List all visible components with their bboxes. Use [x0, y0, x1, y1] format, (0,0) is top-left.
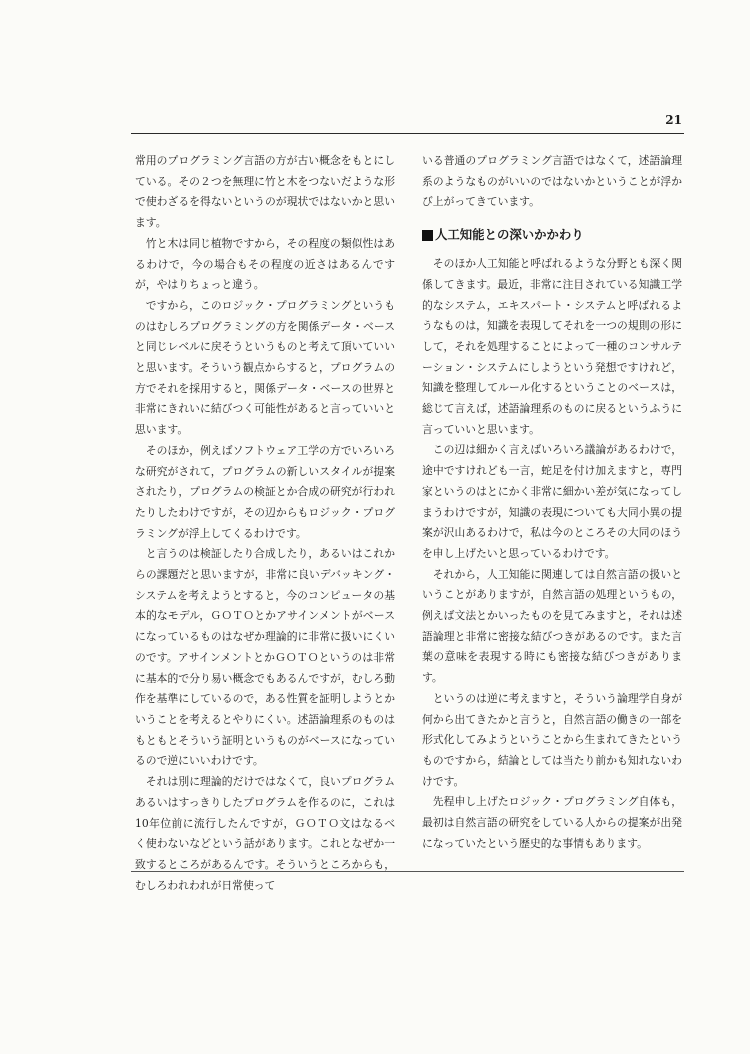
page-number: 21	[665, 113, 682, 127]
body-paragraph: この辺は細かく言えばいろいろ議論があるわけで，途中ですけれども一言，蛇足を付け加えますと，専門家というのはとにかく非常に細かい差が気になってしまうわけですが，知識の表現についても大同小異の提案が沢山あるわけで，私は今のところその大同のほうを申し上げたいと思っているわけです。	[422, 443, 682, 560]
body-paragraph: それは別に理論的だけではなくて，良いプログラムあるいはすっきりしたプログラムを作るのに，これは10年位前に流行したんですが，ＧＯＴＯ文はなるべく使わないなどという話があります。これとなぜか一致するところがあるんです。そういうところからも，むしろわれわれが日常使って	[135, 775, 395, 892]
body-paragraph: いる普通のプログラミング言語ではなくて，述語論理系のようなものがいいのではないかということが浮かび上がってきています。	[422, 154, 682, 209]
body-paragraph: それから，人工知能に関連しては自然言語の扱いということがありますが，自然言語の処理というもの，例えば文法とかいったものを見てみますと，それは述語論理と非常に密接な結びつきがあるのです。また言葉の意味を表現する時にも密接な結びつきがあります。	[422, 567, 682, 685]
body-paragraph: 竹と木は同じ植物ですから，その程度の類似性はあるわけで，今の場合もその程度の近さはあるんですが，やはりちょっと違う。	[135, 236, 395, 292]
right-column	[422, 151, 682, 855]
section-heading	[422, 225, 682, 245]
body-paragraph: ですから，このロジック・プログラミングというものはむしろプログラミングの方を関係データ・ベースと同じレベルに戻そうというものと考えて頂いていいと思います。そういう観点からすると，プログラムの方でそれを採用すると，関係データ・ベースの世界と非常にきれいに結びつく可能性があると言っていいと思います。	[135, 298, 395, 437]
section-heading-text: 人工知能との深いかかわり	[435, 227, 584, 243]
footer-rule	[131, 871, 684, 872]
body-paragraph: 先程申し上げたロジック・プログラミング自体も，最初は自然言語の研究をしている人からの提案が出発になっていたという歴史的な事情もあります。	[422, 795, 682, 850]
body-paragraph: そのほか，例えばソフトウェア工学の方でいろいろな研究がされて，プログラムの新しいスタイルが提案されたり，プログラムの検証とか合成の研究が行われたりしたわけですが，その辺からもロジック・プログラミングが浮上してくるわけです。	[135, 443, 395, 540]
body-paragraph: 常用のプログラミング言語の方が古い概念をもとにしている。その２つを無理に竹と木をつないだような形で使わざるを得ないというのが現状ではないかと思います。	[135, 154, 395, 230]
left-column	[135, 151, 395, 896]
header-rule	[131, 133, 684, 134]
body-paragraph: そのほか人工知能と呼ばれるような分野とも深く関係してきます。最近，非常に注目されている知識工学的なシステム，エキスパート・システムと呼ばれるようなものは，知識を表現してそれを一つの規則の形にして，それを処理することによって一種のコンサルテーション・システムにしようという発想ですけれど，知識を整理してルール化するということのベースは，総じて言えば，述語論理系のものに戻るというふうに言っていいと思います。	[422, 257, 682, 436]
body-paragraph: と言うのは検証したり合成したり，あるいはこれからの課題だと思いますが，非常に良いデバッキング・システムを考えようとすると，今のコンピュータの基本的なモデル，ＧＯＴＯとかアサインメントがベースになっているものはなぜか理論的に非常に扱いにくいのです。アサインメントとかＧＯＴＯというのは非常に基本的で分り易い概念でもあるんですが，むしろ動作を基準にしているので，ある性質を証明しようとかいうことを考えるとやりにくい。述語論理系のものはもともとそういう証明というものがベースになっているので逆にいいわけです。	[135, 547, 395, 768]
square-bullet-icon	[422, 230, 433, 241]
body-paragraph: というのは逆に考えますと，そういう論理学自身が何から出てきたかと言うと，自然言語の働きの一部を形式化してみようということから生まれてきたというものですから，結論としては当たり前かも知れないわけです。	[422, 691, 682, 788]
